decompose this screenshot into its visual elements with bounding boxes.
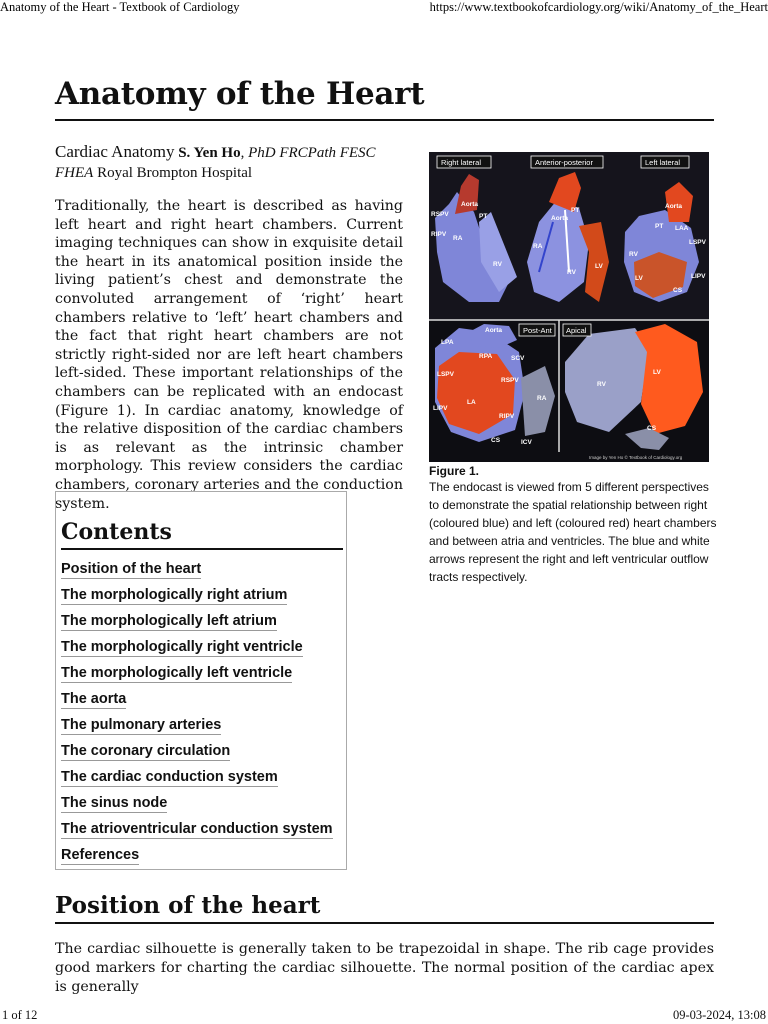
figure-1 <box>429 152 717 586</box>
author-name: S. Yen Ho <box>178 145 241 161</box>
label-cs-pa: CS <box>491 437 501 444</box>
label-lv-apical: LV <box>653 369 661 376</box>
label-laa: LAA <box>675 225 689 232</box>
toc-link-coronary-circulation[interactable]: The coronary circulation <box>61 743 231 759</box>
label-la: LA <box>467 399 476 406</box>
label-rv-rl: RV <box>493 261 502 268</box>
toc-item <box>61 844 333 870</box>
label-lipv-pa: LIPV <box>433 405 448 412</box>
panel-anterior-posterior: Anterior-posterior <box>535 158 593 167</box>
print-page-title: Anatomy of the Heart - Textbook of Cardiology <box>0 0 240 14</box>
label-lpa: LPA <box>441 339 454 346</box>
toc-link-right-ventricle[interactable]: The morphologically right ventricle <box>61 639 303 655</box>
label-lspv-ll: LSPV <box>689 239 706 246</box>
label-lv-ap: LV <box>595 263 603 270</box>
toc-link-position-of-the-heart[interactable]: Position of the heart <box>61 561 202 577</box>
section-title-position-of-heart: Position of the heart <box>55 892 321 919</box>
label-lipv-ll: LIPV <box>691 273 706 280</box>
label-lspv-pa: LSPV <box>437 371 454 378</box>
toc-link-left-atrium[interactable]: The morphologically left atrium <box>61 613 277 629</box>
label-aorta-ap: Aorta <box>551 215 568 222</box>
toc-item <box>61 558 333 584</box>
label-lv-ll: LV <box>635 275 643 282</box>
toc-item <box>61 818 333 844</box>
toc-link-sinus-node[interactable]: The sinus node <box>61 795 168 811</box>
toc-item <box>61 662 333 688</box>
endocast-illustration <box>429 152 709 462</box>
toc-item <box>61 636 333 662</box>
label-pt-ll: PT <box>655 223 664 230</box>
toc-link-left-ventricle[interactable]: The morphologically left ventricle <box>61 665 293 681</box>
label-pt-ap: PT <box>571 207 580 214</box>
toc-link-pulmonary-arteries[interactable]: The pulmonary arteries <box>61 717 222 733</box>
toc-item <box>61 714 333 740</box>
toc-link-right-atrium[interactable]: The morphologically right atrium <box>61 587 288 603</box>
print-page-count: 1 of 12 <box>2 1008 38 1022</box>
endocast-image <box>429 152 709 462</box>
toc-item <box>61 766 333 792</box>
print-url: https://www.textbookofcardiology.org/wiki/Anatomy_of_the_Heart <box>429 0 768 14</box>
label-rpa: RPA <box>479 353 493 360</box>
label-rspv-pa: RSPV <box>501 377 519 384</box>
label-ra-pa: RA <box>537 395 547 402</box>
label-ra-rl: RA <box>453 235 463 242</box>
toc-item <box>61 610 333 636</box>
label-icv: ICV <box>521 439 532 446</box>
section-paragraph: The cardiac silhouette is generally taken to be trapezoidal in shape. The rib cage provides good markers for charting the cardiac silhouette. The normal position of the cardiac apex is generally <box>55 941 714 995</box>
panel-apical: Apical <box>566 326 587 335</box>
label-rspv: RSPV <box>431 211 449 218</box>
page-title: Anatomy of the Heart <box>55 76 425 112</box>
label-ripv: RIPV <box>431 231 447 238</box>
label-pt-rl: PT <box>479 213 488 220</box>
table-of-contents <box>55 491 347 870</box>
label-rv-apical: RV <box>597 381 606 388</box>
toc-link-conduction-system[interactable]: The cardiac conduction system <box>61 769 278 785</box>
label-aorta-pa: Aorta <box>485 327 502 334</box>
label-cs-apical: CS <box>647 425 657 432</box>
panel-right-lateral: Right lateral <box>441 158 482 167</box>
panel-post-ant: Post-Ant <box>523 326 552 335</box>
label-ra-ap: RA <box>533 243 543 250</box>
intro-paragraph: Traditionally, the heart is described as having left heart and right heart chambers. Current imaging techniques can show in exquisite detail the heart in its anatomical position inside the living patient’s chest and demonstrate the convoluted arrangement of ‘right’ heart chambers relative to ‘left’ heart chambers and the fact that right heart chambers are not strictly right-sided nor are left heart chambers left-sided. These important relationships of the chambers can be replicated with an endocast (Figure 1). In cardiac anatomy, knowledge of the relative disposition of the cardiac chambers is as relevant as the intrinsic chamber morphology. This review considers the cardiac chambers, coronary arteries and the conduction system. <box>55 198 403 512</box>
section-divider <box>55 922 714 924</box>
author-separator: , <box>240 145 245 161</box>
author-block <box>55 142 405 183</box>
label-cs-ll: CS <box>673 287 683 294</box>
panel-left-lateral: Left lateral <box>645 158 681 167</box>
toc-divider <box>61 548 343 550</box>
image-credit: Image by Yen Ho © Textbook of Cardiology.org <box>589 455 683 460</box>
toc-item <box>61 584 333 610</box>
title-divider <box>55 119 714 121</box>
label-aorta-ll: Aorta <box>665 203 682 210</box>
label-ripv-pa: RIPV <box>499 413 515 420</box>
author-affiliation: Royal Brompton Hospital <box>97 165 253 181</box>
toc-item <box>61 792 333 818</box>
figure-caption: The endocast is viewed from 5 different perspectives to demonstrate the spatial relationship between right (coloured blue) and left (coloured red) heart chambers and between atria and ventricles. The blue and white arrows represent the right and left ventricular outflow tracts respectively. <box>429 480 717 584</box>
print-footer <box>0 1008 768 1024</box>
toc-link-av-conduction-system[interactable]: The atrioventricular conduction system <box>61 821 333 837</box>
print-header <box>0 0 768 16</box>
figure-caption-title: Figure 1. <box>429 464 480 478</box>
label-rv-ap: RV <box>567 269 576 276</box>
label-scv: SCV <box>511 355 525 362</box>
label-rv-ll: RV <box>629 251 638 258</box>
author-heading: Cardiac Anatomy <box>55 142 175 161</box>
toc-item <box>61 688 333 714</box>
toc-item <box>61 740 333 766</box>
toc-link-aorta[interactable]: The aorta <box>61 691 127 707</box>
print-datetime: 09-03-2024, 13:08 <box>672 1008 766 1022</box>
toc-title: Contents <box>61 519 172 545</box>
author-degrees: PhD FRCPath FESC FHEA <box>55 145 376 181</box>
toc-list <box>61 558 333 870</box>
label-aorta-rl: Aorta <box>461 201 478 208</box>
toc-link-references[interactable]: References <box>61 847 140 863</box>
